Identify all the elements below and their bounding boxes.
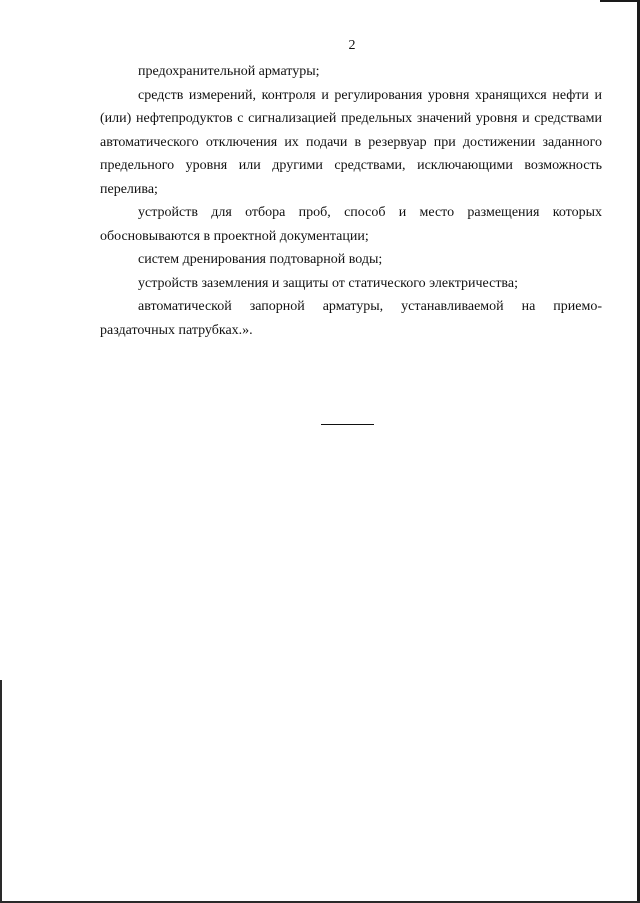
paragraph-grounding: устройств заземления и защиты от статического электричества; [138, 275, 518, 291]
document-body [100, 60, 602, 342]
end-divider-line [321, 424, 374, 425]
paragraph-water-drainage: систем дренирования подтоварной воды; [138, 252, 383, 267]
paragraph-shutoff-valves: автоматической запорной арматуры, устанавливаемой на приемо-раздаточных патрубках.». [100, 299, 602, 338]
page-number: 2 [348, 38, 356, 53]
scan-edge-left [0, 680, 2, 903]
paragraph-sampling-devices: устройств для отбора проб, способ и место размещения которых обосновываются в проектной документации; [100, 205, 602, 244]
scan-edge-top [600, 0, 640, 2]
paragraph-safety-fittings: предохранительной арматуры; [138, 64, 320, 79]
paragraph-level-measurement: средств измерений, контроля и регулирования уровня хранящихся нефти и (или) нефтепродуктов с сигнализацией предельных значений уровня и средствами автоматического отключения их подачи в резервуар при достижении заданного предельного уровня или другими средствами, исключающими возможность перелива; [100, 87, 602, 197]
